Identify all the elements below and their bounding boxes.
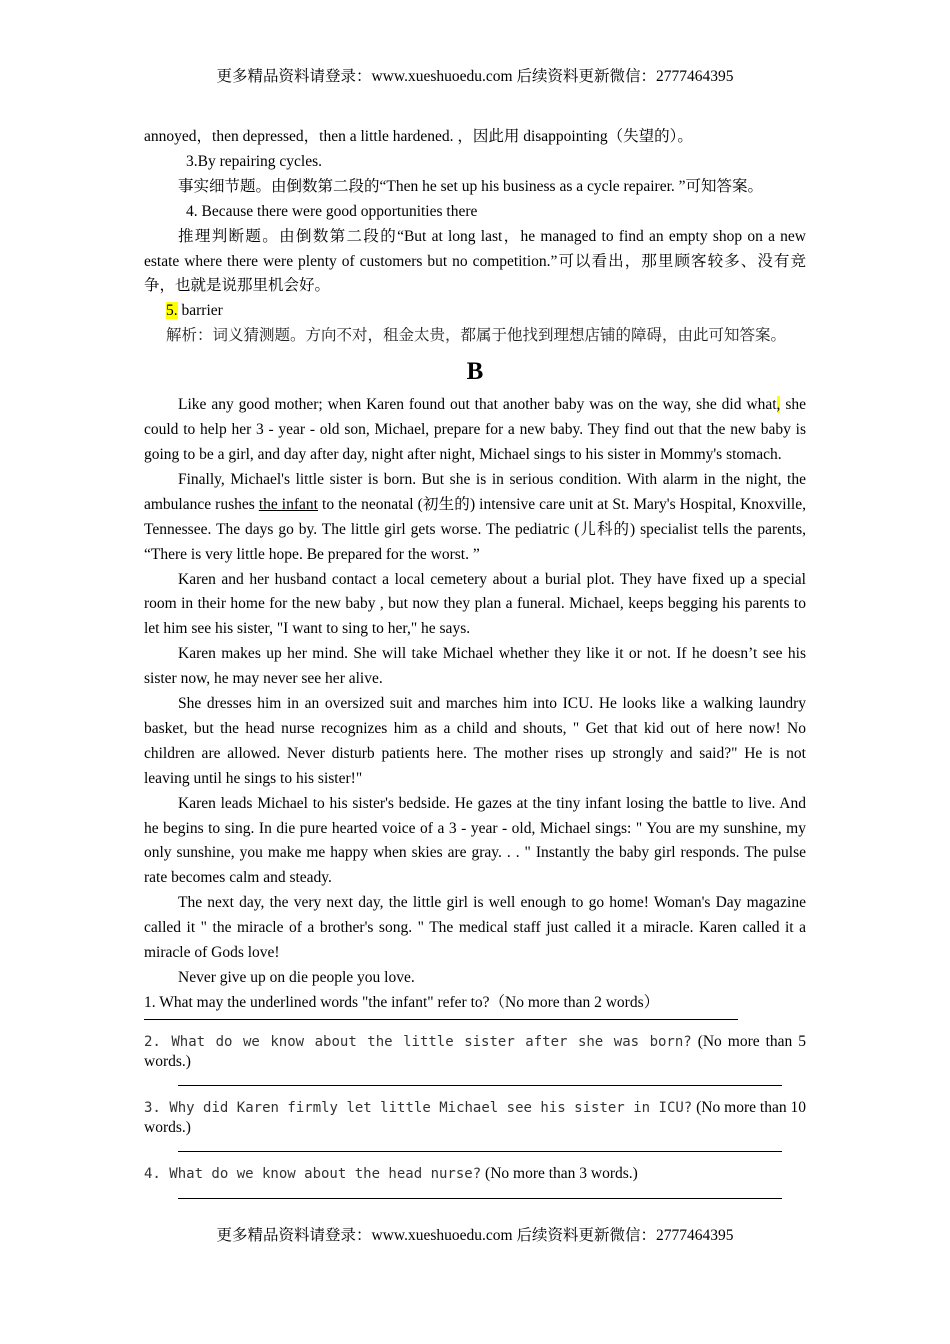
question-2 — [144, 1032, 806, 1071]
answer-line-1: annoyed，then depressed，then a little hardened. ，因此用 disappointing（失望的）。 — [144, 128, 693, 145]
question-2-text: 2. What do we know about the little sister after she was born? — [144, 1033, 692, 1050]
p1-text-a: Like any good mother; when Karen found out that another baby was on the way, she did what — [178, 396, 777, 414]
question-4 — [144, 1164, 806, 1184]
p1-highlight: , — [776, 396, 781, 414]
page-header: 更多精品资料请登录：www.xueshuoedu.com 后续资料更新微信：2777464395 — [216, 68, 734, 85]
question-4-text: 4. What do we know about the head nurse? — [144, 1165, 482, 1182]
answer-blank-2[interactable] — [178, 1085, 782, 1086]
passage-paragraph-3: Karen and her husband contact a local cemetery about a burial plot. They have fixed up a special room in their home for the new baby , but now they plan a funeral. Michael, keeps begging his parents to let him see his sister, "I want to sing to her," he says. — [144, 570, 806, 638]
passage-paragraph-6: Karen leads Michael to his sister's bedside. He gazes at the tiny infant losing the battle to live. And he begins to sing. In die pure hearted voice of a 3 - year - old, Michael sings: " You are my sunshine, my only sunshine, you make me happy when skies are gray. . . " Instantly the baby girl responds. The pulse rate becomes calm and steady. — [144, 794, 806, 887]
answer-blank-4[interactable] — [178, 1198, 782, 1199]
underlined-the-infant: the infant — [258, 495, 318, 513]
answer-blank-3[interactable] — [178, 1151, 782, 1152]
section-title: B — [466, 358, 484, 386]
p2-text-a: Finally, Michael's little sister is born. But she is in serious condition. With alarm in the night, the ambulance rushes — [144, 470, 806, 513]
passage-paragraph-1 — [144, 393, 806, 468]
passage-paragraph-5: She dresses him in an oversized suit and marches him into ICU. He looks like a walking laundry basket, but the head nurse recognizes him as a child and shouts, " Get that kid out of here now! No children are allowed. Never disturb patients here. The mother rises up strongly and said?" He is not leaving until he sings to his sister!" — [144, 695, 806, 787]
question-3-text: 3. Why did Karen firmly let little Michael see his sister in ICU? — [144, 1099, 693, 1116]
p1-text-b: she could to help her 3 - year - old son, Michael, prepare for a new baby. They find out that the new baby is going to be a girl, and day after day, night after night, Michael sings to his sister in Mommy's stomach. — [144, 396, 806, 463]
answer-4-note: 推理判断题。由倒数第二段的“But at long last，he managed to find an empty shop on a new estate where there were plenty of customers but no competition.”可以看出，那里顾客较多、没有竞争，也就是说那里机会好。 — [144, 227, 806, 295]
answer-5-note: 解析：词义猜测题。方向不对，租金太贵，都属于他找到理想店铺的障碍，由此可知答案。 — [166, 327, 787, 345]
question-4-limit: (No more than 3 words.) — [481, 1164, 638, 1182]
question-1: 1. What may the underlined words "the infant" refer to?（No more than 2 words） — [144, 993, 660, 1011]
passage-paragraph-4: Karen makes up her mind. She will take Michael whether they like it or not. If he doesn’t see his sister now, he may never see her alive. — [144, 645, 806, 688]
answer-blank-1[interactable] — [144, 1019, 738, 1020]
content — [144, 125, 806, 1211]
passage-paragraph-2 — [144, 468, 806, 568]
p2-text-b: to the neonatal (初生的) intensive care unit at St. Mary's Hospital, Knoxville, Tennessee. The days go by. The little girl gets worse. The pediatric (儿科的) specialist tells the parents, “There is very little hope. Be prepared for the worst. ” — [144, 495, 806, 563]
answer-5-number: 5. — [166, 302, 178, 320]
question-2-limit: (No more than 5 words.) — [144, 1032, 806, 1070]
passage-paragraph-8: Never give up on die people you love. — [178, 969, 415, 986]
answer-3-note: 事实细节题。由倒数第二段的“Then he set up his business as a cycle repairer. ”可知答案。 — [178, 177, 764, 195]
answer-4: 4. Because there were good opportunities there — [186, 202, 478, 220]
page-footer: 更多精品资料请登录：www.xueshuoedu.com 后续资料更新微信：2777464395 — [216, 1227, 734, 1244]
answer-5 — [144, 299, 806, 324]
question-3 — [144, 1098, 806, 1137]
passage-paragraph-7: The next day, the very next day, the little girl is well enough to go home! Woman's Day magazine called it " the miracle of a brother's song. " The medical staff just called it a miracle. Karen called it a miracle of Gods love! — [144, 894, 806, 962]
answer-5-word: barrier — [177, 302, 223, 320]
question-3-limit: (No more than 10 words.) — [144, 1098, 806, 1136]
answer-3: 3.By repairing cycles. — [186, 152, 323, 170]
